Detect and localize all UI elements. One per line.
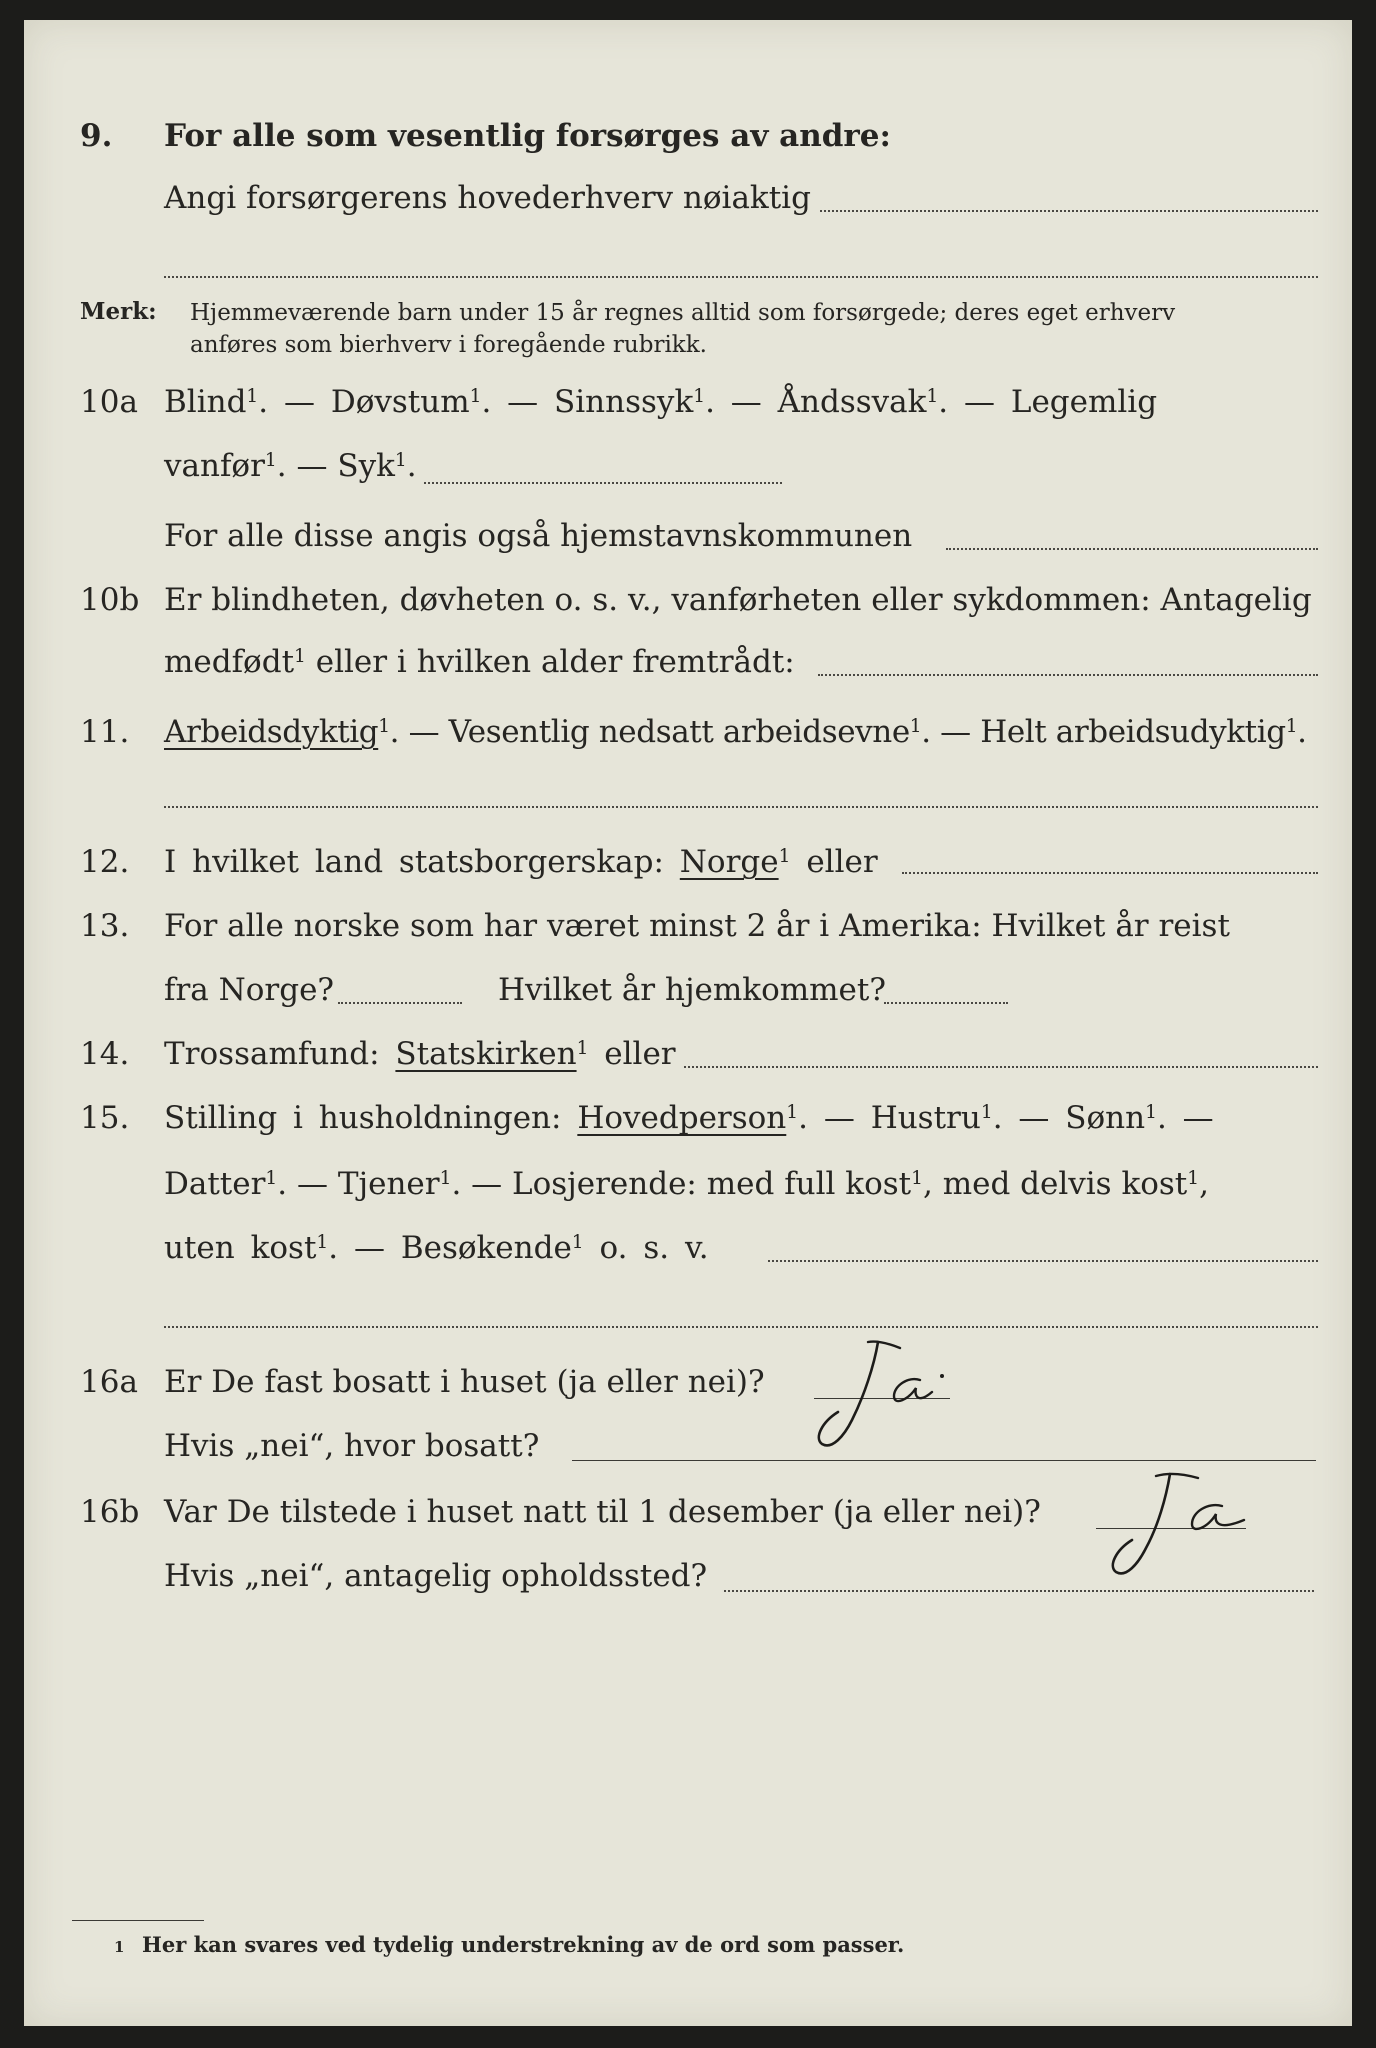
q15-lead: Stilling i husholdningen: [164,1100,562,1136]
q9-answer-line [820,210,1318,212]
q10a-line-2: vanfør$^1$. — Syk$^1$. [164,448,417,484]
q12-answer-line [902,872,1318,874]
q10a-line-1: Blind$^1$. — Døvstum$^1$. — Sinnssyk$^1$. — Åndssvak$^1$. — Legemlig [164,384,1158,420]
q10b-number: 10b [80,582,140,618]
q10b-line-2: medfødt$^1$ eller i hvilken alder fremtrådt: [164,644,795,680]
q14-eller: eller [604,1036,676,1072]
q12-lead: I hvilket land statsborgerskap: [164,844,664,880]
q14-statskirken: Statskirken [395,1036,577,1072]
q13-fra: fra Norge? [164,972,335,1008]
q9-answer-line-2 [164,276,1318,278]
q16b-opholdssted-line [724,1590,1314,1592]
merk-line-2: anføres som bierhverv i foregående rubrikk. [190,332,707,358]
q11-udyktig: Helt arbeidsudyktig [980,714,1286,750]
q10a-number: 10a [80,384,138,420]
q16a-line-2: Hvis „nei“, hvor bosatt? [164,1428,540,1464]
q10a-legemlig: Legemlig [1010,384,1158,420]
q12-line: I hvilket land statsborgerskap: Norge$^1$ eller [164,844,878,880]
q14-number: 14. [80,1036,130,1072]
q10b-rest: eller i hvilken alder fremtrådt: [315,644,795,680]
q15-besokende: Besøkende [400,1230,572,1266]
footnote-rule [72,1920,204,1921]
svg-text:Ja: Ja [808,1336,809,1337]
q9-prompt: Angi forsørgerens hovederhverv nøiaktig [164,180,811,216]
q10b-line-1: Er blindheten, døvheten o. s. v., vanførheten eller sykdommen: Antagelig [164,582,1312,618]
q15-tjener: Tjener [337,1166,440,1202]
census-form-page [24,20,1352,2026]
merk-label: Merk: [80,298,157,325]
merk-line-1: Hjemmeværende barn under 15 år regnes alltid som forsørgede; deres eget erhverv [190,300,1176,326]
q15-delvis-kost: med delvis kost [942,1166,1188,1202]
q16a-number: 16a [80,1364,138,1400]
footnote-marker: 1 [114,1938,125,1956]
q15-line-1: Stilling i husholdningen: Hovedperson$^1$. — Hustru$^1$. — Sønn$^1$. — [164,1100,1214,1136]
q10a-syk: Syk [337,448,395,484]
q12-norge: Norge [679,844,779,880]
q16a-line-1: Er De fast bosatt i huset (ja eller nei)? [164,1364,765,1400]
q15-line-3: uten kost$^1$. — Besøkende$^1$ o. s. v. [164,1230,709,1266]
q10a-blind: Blind [164,384,247,420]
q11-nedsatt: Vesentlig nedsatt arbeidsevne [448,714,910,750]
q13-hjem: Hvilket år hjemkommet? [498,972,886,1008]
q14-lead: Trossamfund: [164,1036,380,1072]
q11-number: 11. [80,714,130,750]
q16b-handwritten-answer [1098,1468,1268,1588]
q10a-dovstum: Døvstum [330,384,470,420]
q16b-line-2: Hvis „nei“, antagelig opholdssted? [164,1558,708,1594]
q14-answer-line [684,1066,1318,1068]
q16a-bosatt-line [572,1460,1316,1461]
q15-answer-line-2 [164,1326,1318,1328]
q12-eller: eller [806,844,878,880]
q13-fra-line [338,1002,462,1004]
q13-line-1: For alle norske som har været minst 2 år i Amerika: Hvilket år reist [164,908,1230,944]
q10a-andssvak: Åndssvak [777,384,927,420]
q11-arbeidsdyktig: Arbeidsdyktig [164,714,379,750]
q11-answer-line [164,806,1318,808]
q16b-number: 16b [80,1494,140,1530]
q15-datter: Datter [164,1166,266,1202]
q10a-line-3: For alle disse angis også hjemstavnskommunen [164,518,913,554]
q15-answer-line [768,1260,1318,1262]
q10a-vanfor: vanfør [164,448,265,484]
q15-hovedperson: Hovedperson [577,1100,787,1136]
q15-full-kost: med full kost [706,1166,912,1202]
q10a-syk-line [424,482,782,484]
q16a-handwritten-answer [808,1336,958,1456]
q15-sonn: Sønn [1065,1100,1146,1136]
q12-number: 12. [80,844,130,880]
q10a-hjemstavn-line [946,548,1318,550]
footnote-text: Her kan svares ved tydelig understrekning av de ord som passer. [142,1932,905,1957]
q14-line: Trossamfund: Statskirken$^1$ eller [164,1036,676,1072]
q10b-medfodt: medfødt [164,644,295,680]
q16b-line-1: Var De tilstede i huset natt til 1 desember (ja eller nei)? [164,1494,1041,1530]
q13-hjem-line [884,1002,1008,1004]
q15-losjerende: Losjerende: [512,1166,697,1202]
q9-heading: For alle som vesentlig forsørges av andre: [164,118,891,154]
q15-osv: o. s. v. [599,1230,709,1266]
q15-number: 15. [80,1100,130,1136]
svg-text:Ja: Ja [1098,1468,1099,1469]
q15-line-2: Datter$^1$. — Tjener$^1$. — Losjerende: med full kost$^1$, med delvis kost$^1$, [164,1166,1209,1202]
q11-line: Arbeidsdyktig$^1$. — Vesentlig nedsatt arbeidsevne$^1$. — Helt arbeidsudyktig$^1$. [164,714,1307,750]
q10a-sinnssyk: Sinnssyk [554,384,694,420]
q15-uten-kost: uten kost [164,1230,317,1266]
q10b-answer-line [818,674,1318,676]
q13-number: 13. [80,908,130,944]
q15-hustru: Hustru [870,1100,981,1136]
q9-number: 9. [80,118,113,154]
